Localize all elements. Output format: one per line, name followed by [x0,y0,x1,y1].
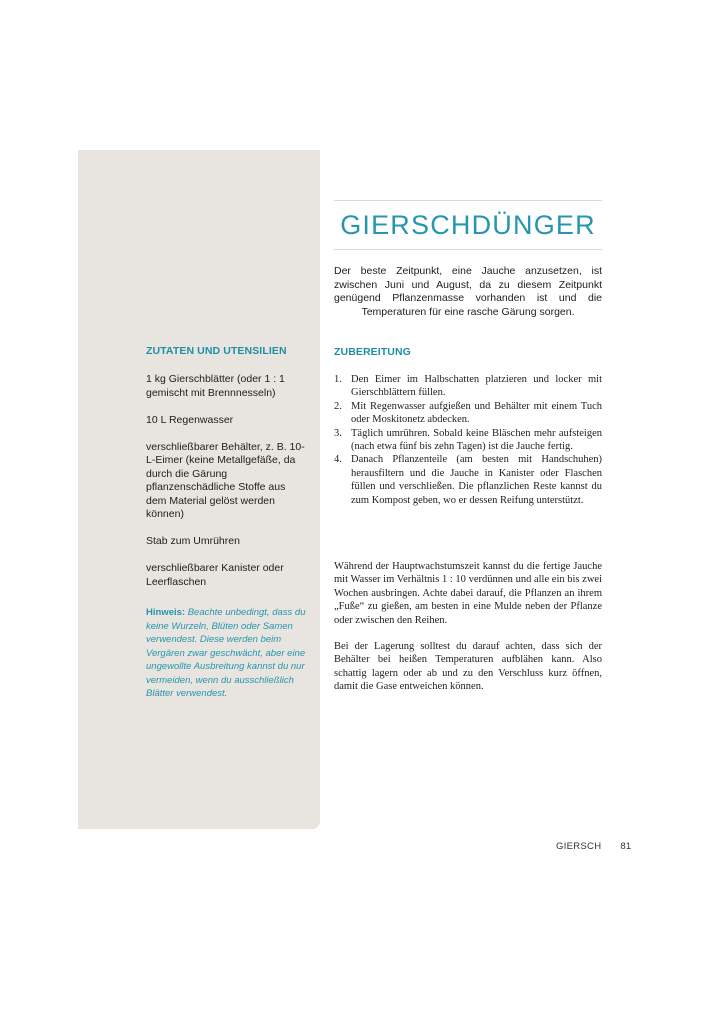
page-title: GIERSCHDÜNGER [340,210,596,240]
ingredient-item: 1 kg Gierschblätter (oder 1 : 1 gemischt mit Brennnesseln) [146,373,285,399]
hint-note [146,606,308,701]
step-text: Mit Regenwasser aufgießen und Behälter mit einem Tuch oder Moskitonetz abdecken. [351,400,602,426]
hint-text: Beachte unbedingt, dass du keine Wurzeln, Blüten oder Samen verwendest. Diese werden beim Vergären zwar geschwächt, aber eine ungewollte Ausbreitung kannst du nur vermeiden, wenn du ausschließlich Blätter verwendest. [146,607,306,699]
step-number: 2. [334,400,342,412]
intro-paragraph: Der beste Zeitpunkt, eine Jauche anzusetzen, ist zwischen Juni und August, da zu diesem Zeitpunkt genügend Pflanzenmasse vorhanden ist und die Temperaturen für eine rasche Gärung sorgen. [334,265,602,318]
step-item [334,427,602,454]
footer-section-name: GIERSCH [556,841,602,852]
preparation-heading: ZUBEREITUNG [334,346,411,358]
ingredients-heading: ZUTATEN UND UTENSILIEN [146,345,287,357]
step-item [334,453,602,507]
ingredients-list [146,373,308,589]
step-number: 1. [334,374,342,385]
step-text: Täglich umrühren. Sobald keine Bläschen mehr aufsteigen (nach etwa fünf bis zehn Tagen) ist die Jauche fertig. [351,427,602,453]
page-number: 81 [620,841,632,852]
ingredient-item: Stab zum Umrühren [146,535,240,547]
step-text: Danach Pflanzenteile (am besten mit Handschuhen) herausfiltern und die Jauche in Kanister oder Flaschen füllen und verschließen. Die pflanzlichen Reste kannst du zum Kompost geben, wo er dessen Reifung unterstützt. [351,454,602,506]
step-text: Den Eimer im Halbschatten platzieren und locker mit Gierschblättern füllen. [351,374,602,399]
step-item [334,373,602,400]
step-item [334,400,602,427]
body-paragraph: Bei der Lagerung solltest du darauf achten, dass sich der Behälter bei heißen Temperaturen aufblähen kann. Also schattig lagern oder ab und zu den Verschluss kurz öffnen, damit die Gase entweichen können. [334,641,602,693]
ingredient-item: verschließbarer Kanister oder Leerflaschen [146,562,284,588]
step-number: 4. [334,454,342,466]
ingredient-item: 10 L Regenwasser [146,413,234,426]
ingredient-item: verschließbarer Behälter, z. B. 10-L-Eimer (keine Metallgefäße, da durch die Gärung pflanzenschädliche Stoffe aus dem Material gelöst werden können) [146,440,305,520]
hint-label: Hinweis: [146,607,186,618]
ingredients-panel [146,345,308,710]
preparation-steps [334,373,602,507]
step-number: 3. [334,427,342,439]
page-footer [556,841,632,852]
title-block [334,200,602,250]
body-paragraph: Während der Hauptwachstumszeit kannst du die fertige Jauche mit Wasser im Verhältnis 1 : 10 verdünnen und alle ein bis zwei Wochen ausbringen. Achte dabei darauf, die Pflanzen an ihrem „Fuße“ zu gießen, am besten in eine Mulde neben der Pflanze oder zwischen den Reihen. [334,561,602,626]
